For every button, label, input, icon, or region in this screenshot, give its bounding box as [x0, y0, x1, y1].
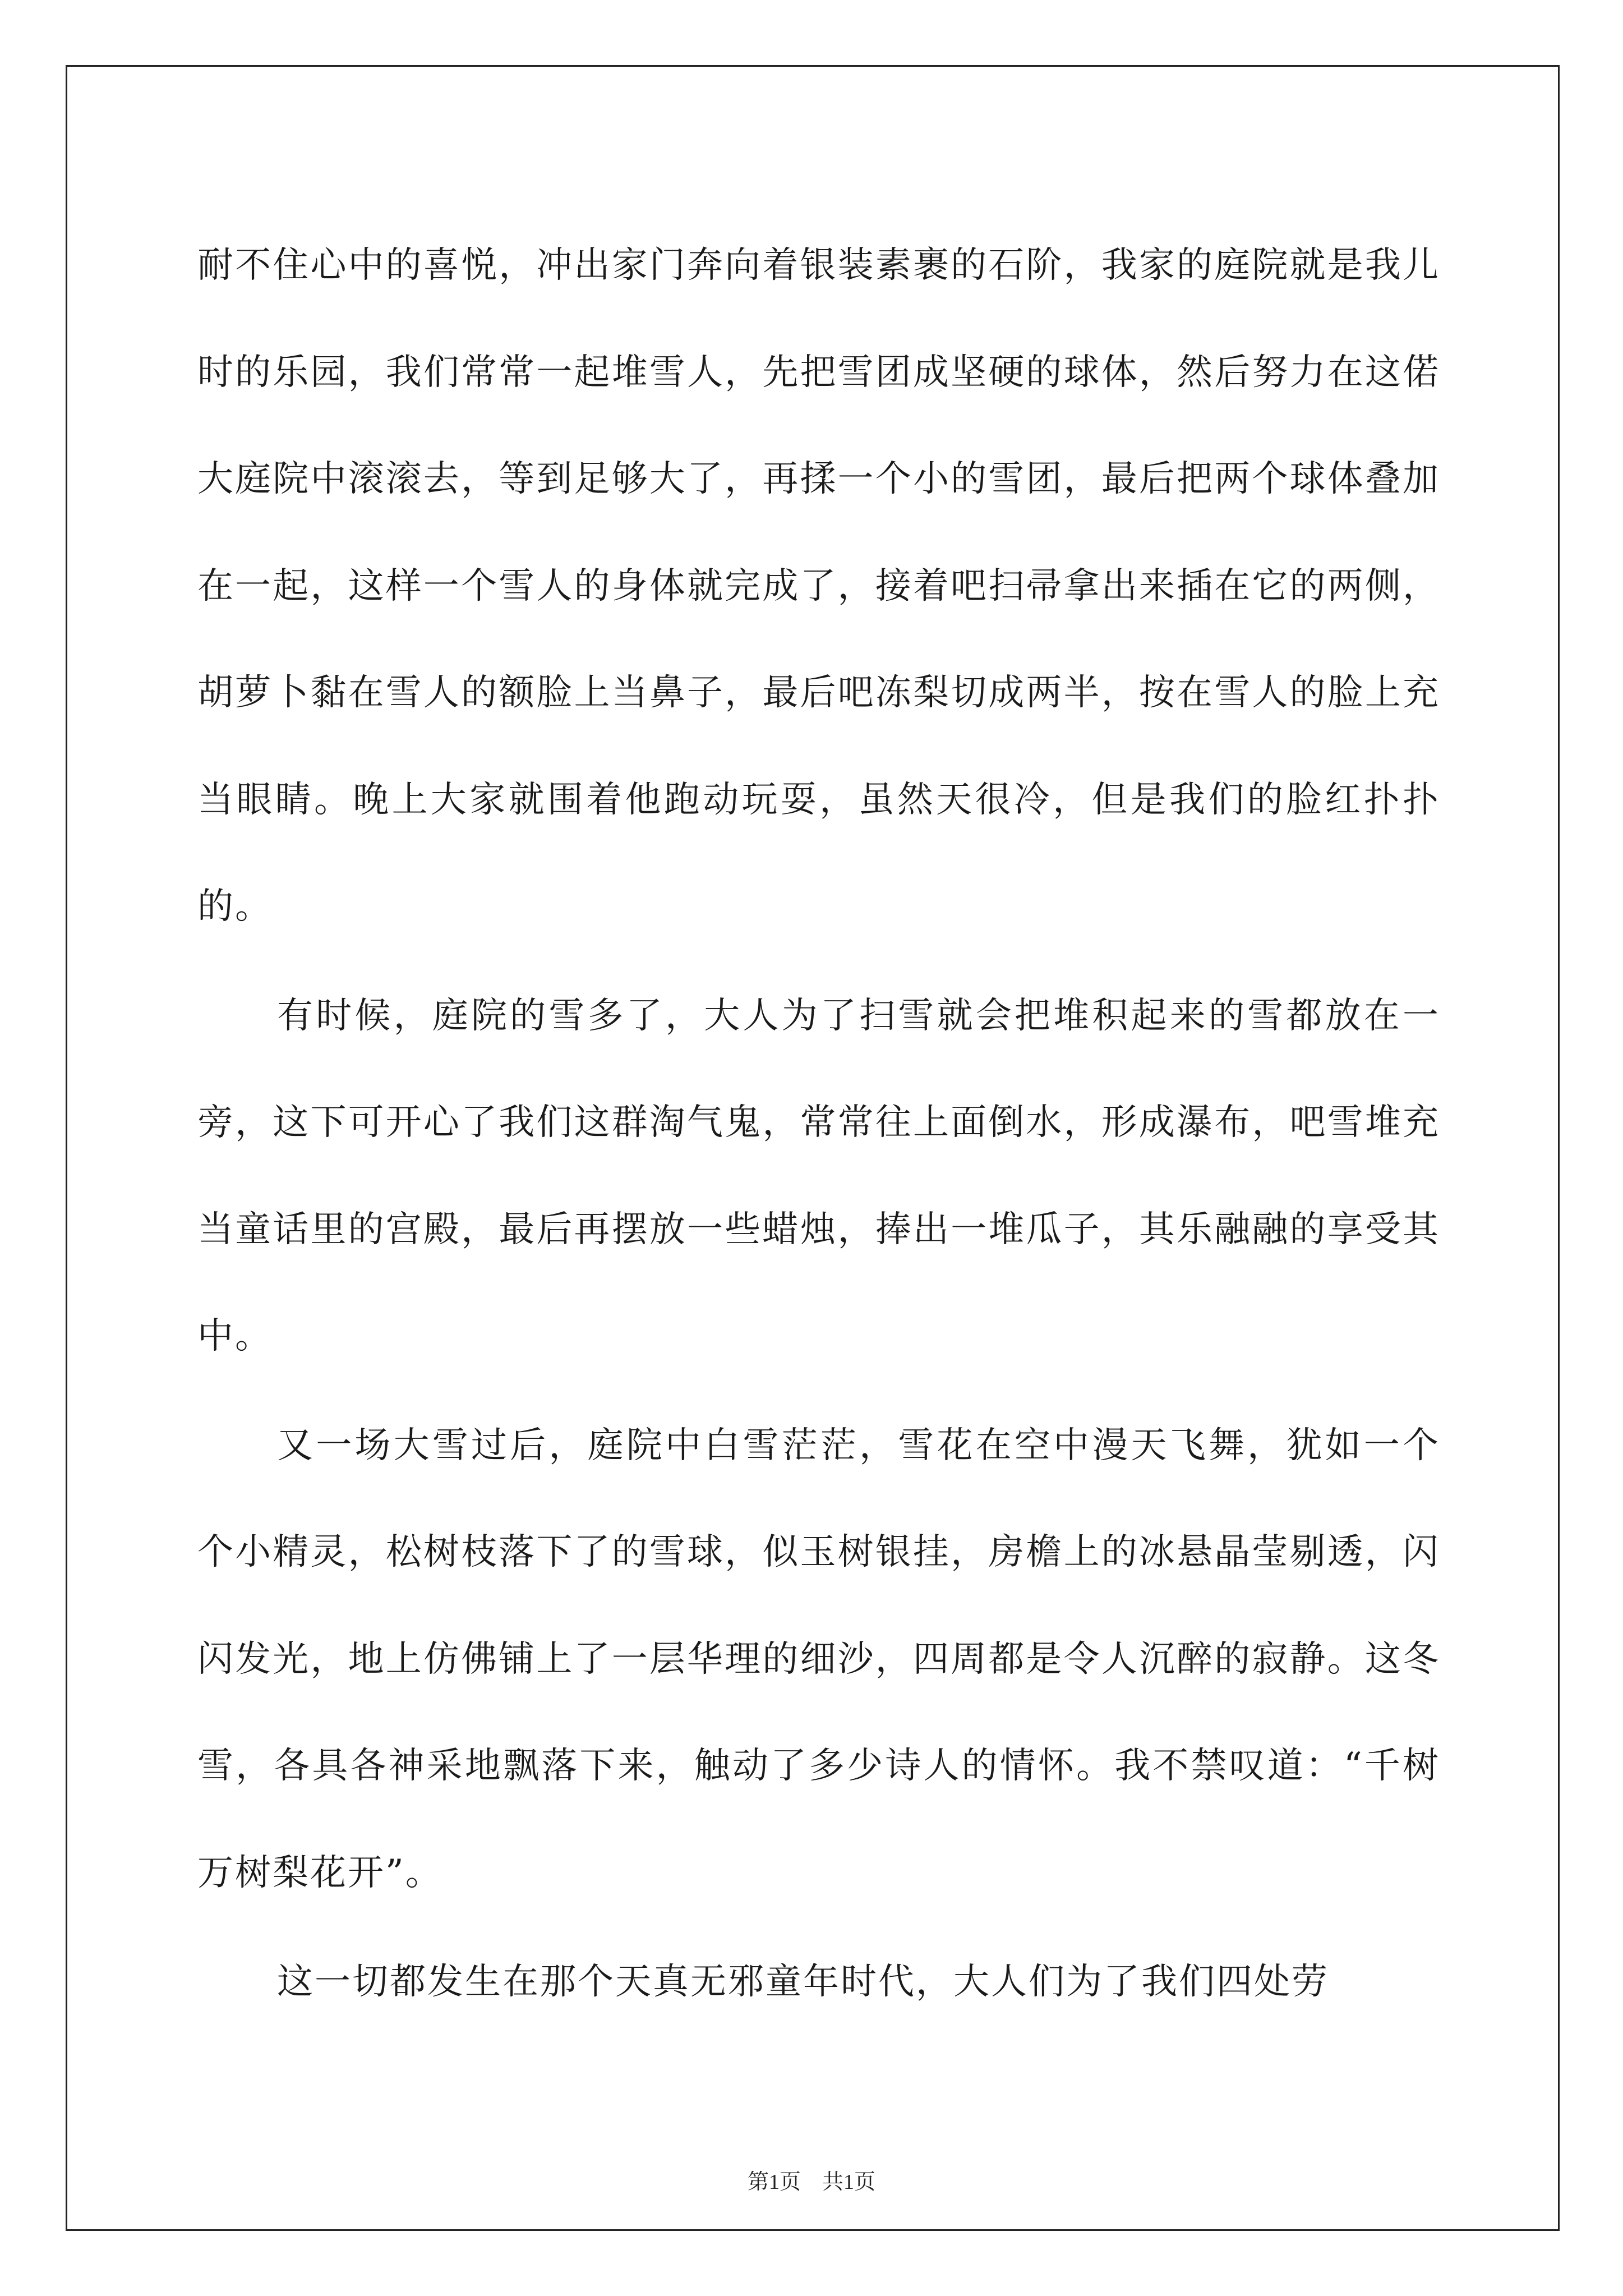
paragraph-2: 有时候，庭院的雪多了，大人为了扫雪就会把堆积起来的雪都放在一旁，这下可开心了我们这群淘气鬼，常常往上面倒水，形成瀑布，吧雪堆充当童话里的宫殿，最后再摆放一些蜡烛，捧出一堆瓜子，其乐融融的享受其中。 [197, 995, 1440, 1357]
paragraph-3: 又一场大雪过后，庭院中白雪茫茫，雪花在空中漫天飞舞，犹如一个个小精灵，松树枝落下了的雪球，似玉树银挂，房檐上的冰悬晶莹剔透，闪闪发光，地上仿佛铺上了一层华理的细沙，四周都是令人沉醉的寂静。这冬雪，各具各神采地飘落下来，触动了多少诗人的情怀。我不禁叹道：“千树万树梨花开”。 [197, 1424, 1440, 1894]
paragraph-4: 这一切都发生在那个天真无邪童年时代，大人们为了我们四处劳 [277, 1961, 1329, 2003]
page-number: 第1页 [747, 2170, 801, 2194]
page-footer [0, 2164, 1623, 2195]
document-body [197, 212, 1440, 2038]
paragraph-1: 耐不住心中的喜悦，冲出家门奔向着银装素裹的石阶，我家的庭院就是我儿时的乐园，我们常常一起堆雪人，先把雪团成坚硬的球体，然后努力在这偌大庭院中滚滚去，等到足够大了，再揉一个小的雪团，最后把两个球体叠加在一起，这样一个雪人的身体就完成了，接着吧扫帚拿出来插在它的两侧，胡萝卜黏在雪人的额脸上当鼻子，最后吧冻梨切成两半，按在雪人的脸上充当眼睛。晚上大家就围着他跑动玩耍，虽然天很冷，但是我们的脸红扑扑的。 [197, 245, 1440, 927]
page-total: 共1页 [822, 2170, 876, 2194]
